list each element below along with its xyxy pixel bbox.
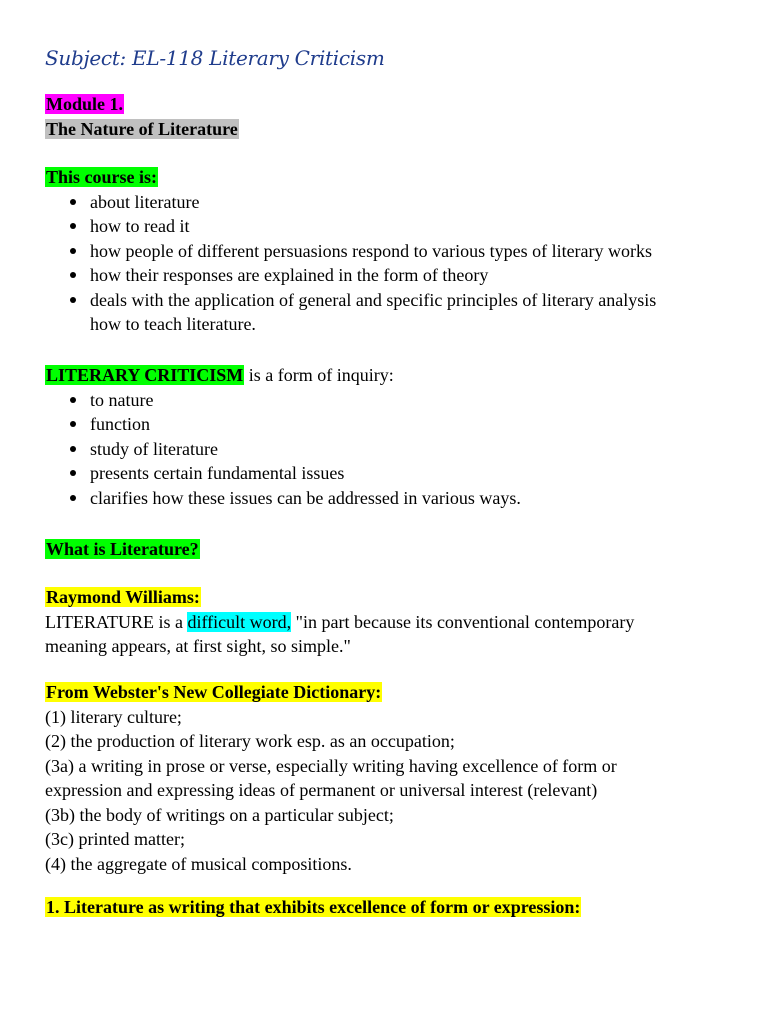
webster-line: (4) the aggregate of musical compositions. [45, 853, 352, 874]
criticism-section [45, 363, 735, 510]
williams-text-post: "in part because its conventional contemporary [291, 611, 635, 632]
williams-highlight: difficult word, [187, 611, 292, 632]
list-item: presents certain fundamental issues [45, 461, 735, 486]
webster-line: (1) literary culture; [45, 706, 182, 727]
list-item: how to read it [45, 214, 735, 239]
webster-heading: From Webster's New Collegiate Dictionary: [46, 682, 382, 702]
webster-line: (3a) a writing in prose or verse, especially writing having excellence of form or [45, 755, 617, 776]
list-item-text: deals with the application of general and specific principles of literary analysis [90, 289, 657, 310]
criticism-list [45, 388, 735, 511]
list-item-continuation: how to teach literature. [90, 314, 256, 334]
what-is-section [45, 537, 735, 562]
williams-heading: Raymond Williams: [46, 587, 200, 607]
williams-section [45, 585, 735, 659]
module-label: Module 1. [46, 94, 124, 114]
list-item [45, 288, 735, 337]
list-item: function [45, 412, 735, 437]
list-item: about literature [45, 190, 735, 215]
list-item: how people of different persuasions respond to various types of literary works [45, 239, 735, 264]
list-item: study of literature [45, 437, 735, 462]
course-heading: This course is: [46, 167, 158, 187]
what-is-heading: What is Literature? [46, 539, 199, 559]
course-section [45, 165, 735, 337]
webster-line: expression and expressing ideas of permanent or universal interest (relevant) [45, 780, 598, 800]
webster-line: (2) the production of literary work esp. as an occupation; [45, 731, 455, 751]
criticism-term: LITERARY CRITICISM [46, 365, 244, 385]
criticism-definition: is a form of inquiry: [244, 365, 394, 385]
section-1-heading: 1. Literature as writing that exhibits excellence of form or expression: [46, 897, 581, 917]
module-header [45, 92, 735, 141]
module-title: The Nature of Literature [46, 118, 238, 139]
list-item: to nature [45, 388, 735, 413]
webster-section [45, 680, 735, 876]
webster-line: (3b) the body of writings on a particular subject; [45, 804, 394, 825]
subject-title: Subject: EL-118 Literary Criticism [45, 46, 385, 70]
course-list [45, 190, 735, 337]
list-item: how their responses are explained in the form of theory [45, 263, 735, 288]
webster-line: (3c) printed matter; [45, 829, 185, 849]
williams-text-pre: LITERATURE is a [45, 611, 188, 632]
williams-text-line2: meaning appears, at first sight, so simple." [45, 636, 351, 656]
list-item: clarifies how these issues can be addressed in various ways. [45, 486, 735, 511]
section-1 [45, 895, 735, 920]
